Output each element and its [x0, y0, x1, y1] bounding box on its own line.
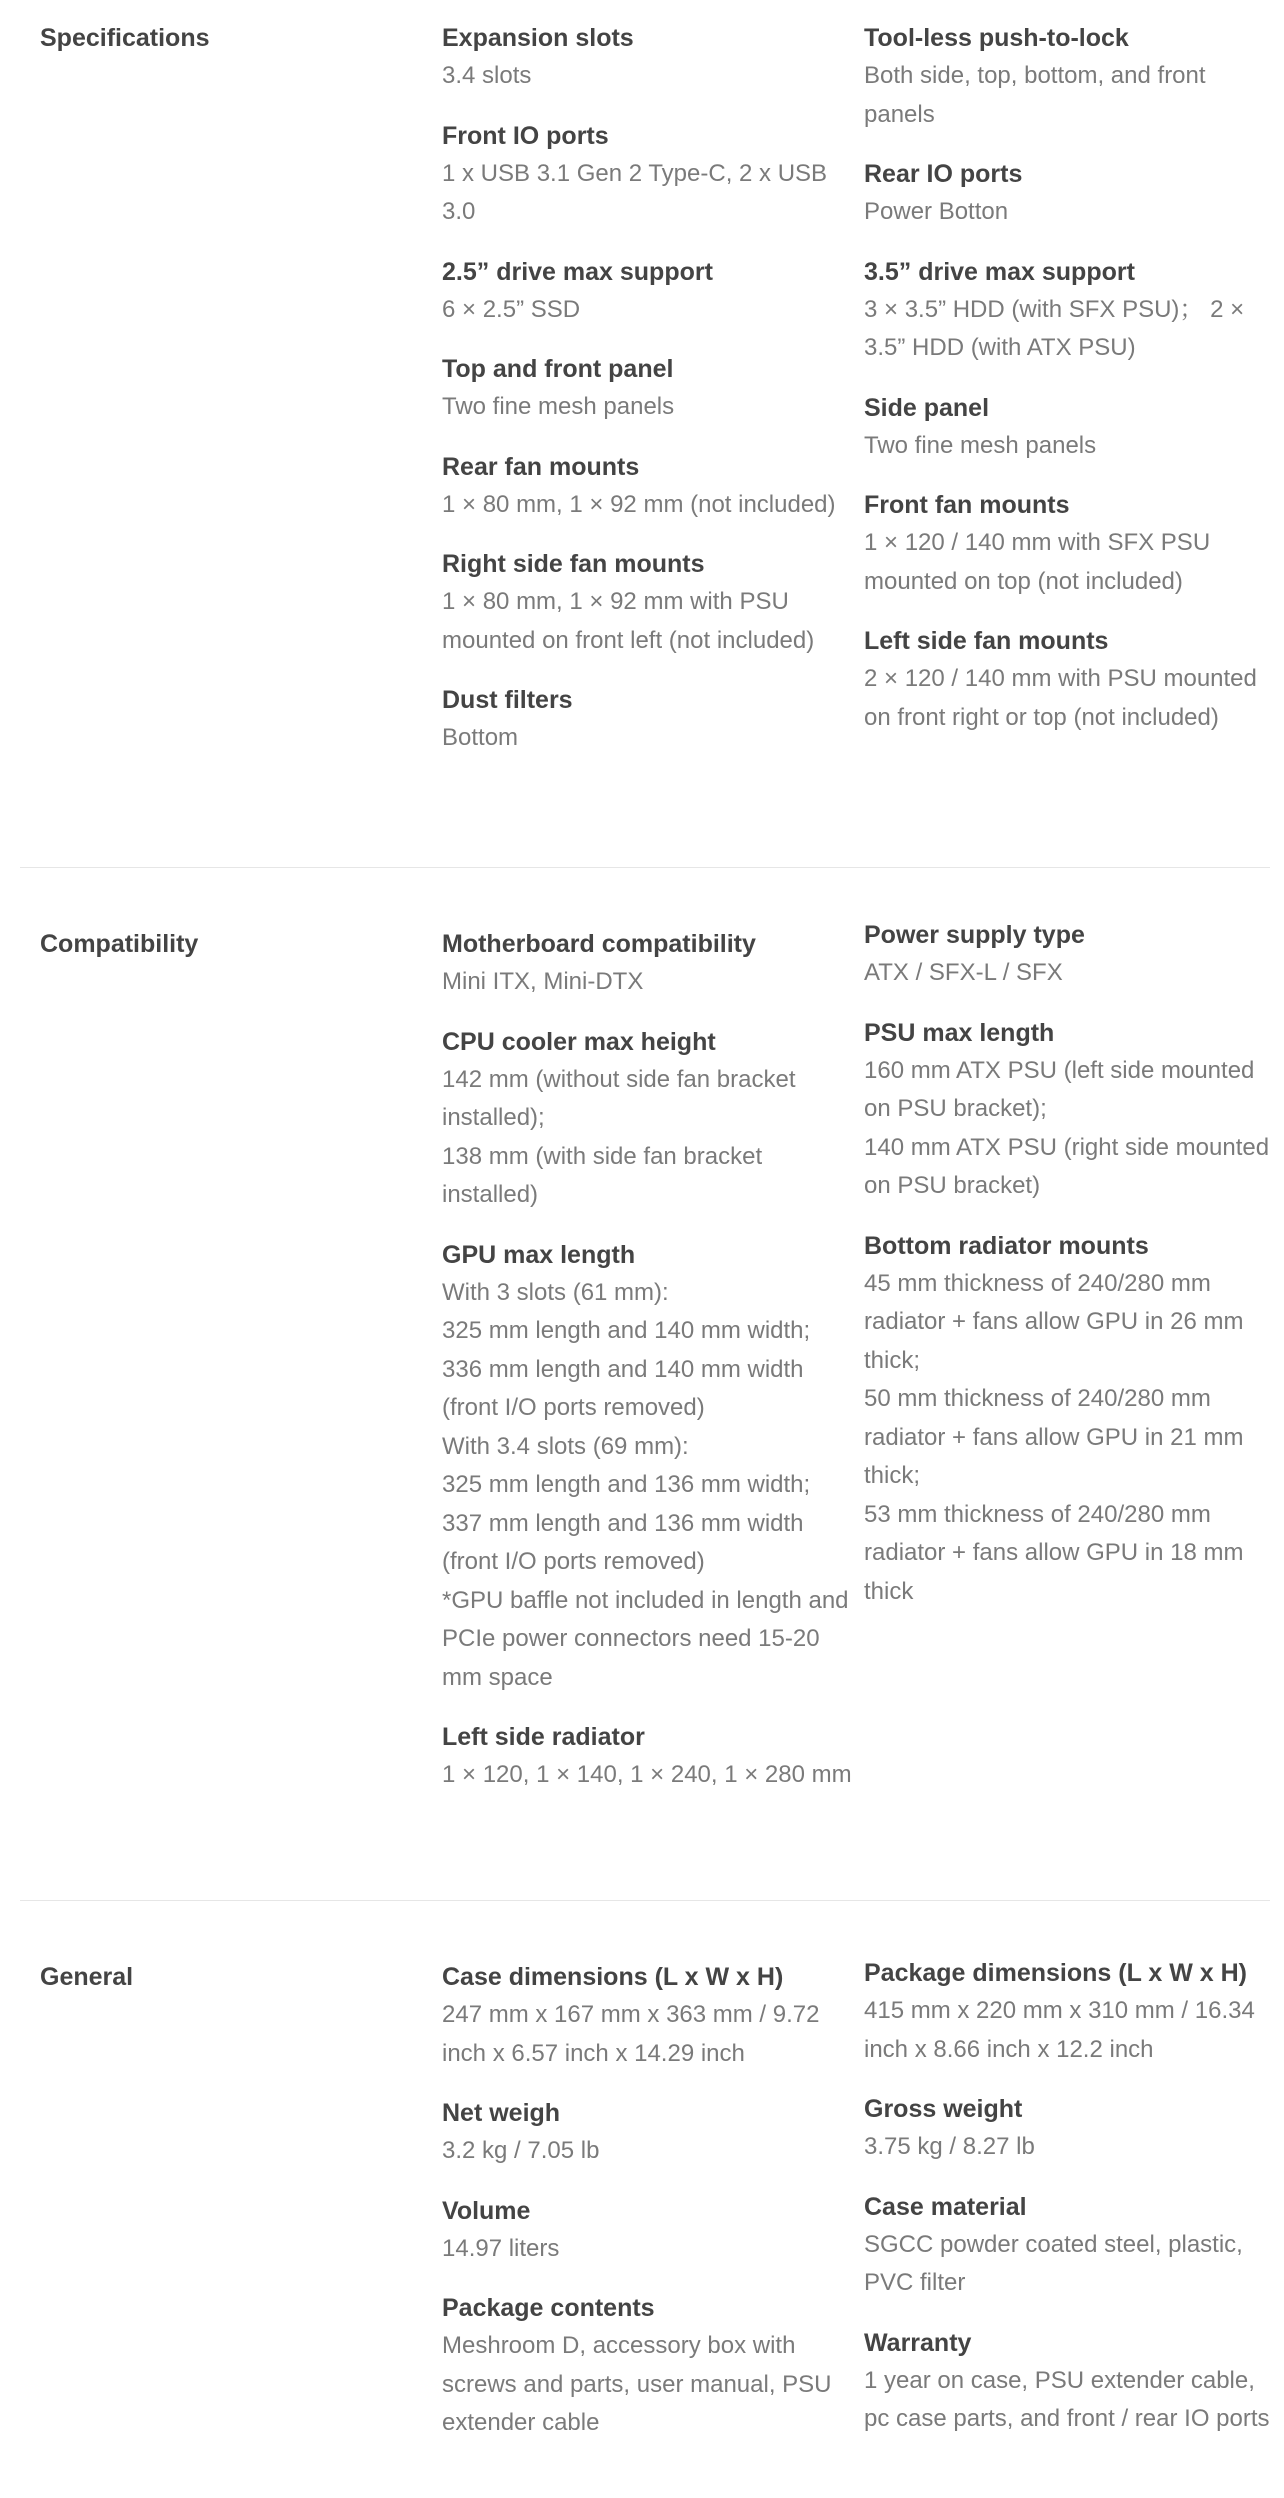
spec-item-expansion-slots — [442, 19, 852, 96]
spec-value: 1 year on case, PSU extender cable, pc case parts, and front / rear IO ports — [864, 2366, 1270, 2432]
spec-item-left-side-fan-mounts — [864, 622, 1274, 737]
spec-item-bottom-radiator-mounts — [864, 1227, 1274, 1612]
spec-label: Expansion slots — [442, 24, 634, 52]
spec-label: Power supply type — [864, 921, 1085, 949]
spec-value: 45 mm thickness of 240/280 mm radiator + fans allow GPU in 26 mm thick; 50 mm thickness of 240/280 mm radiator + fans allow GPU in 21 mm thick; 53 mm thickness of 240/280 mm radiator + fans allow GPU in 18 mm thick — [864, 1269, 1244, 1605]
spec-value: 2 × 120 / 140 mm with PSU mounted on front right or top (not included) — [864, 665, 1257, 731]
spec-label: Package dimensions (L x W x H) — [864, 1959, 1247, 1987]
general-column-right — [864, 1954, 1274, 2460]
spec-value: 3.2 kg / 7.05 lb — [442, 2137, 600, 2164]
spec-label: Case dimensions (L x W x H) — [442, 1963, 784, 1991]
spec-item-case-dimensions — [442, 1958, 852, 2073]
spec-label: Left side fan mounts — [864, 627, 1109, 655]
spec-value: Both side, top, bottom, and front panels — [864, 62, 1206, 128]
spec-item-2-5-drive-max-support — [442, 253, 852, 330]
spec-value: 6 × 2.5” SSD — [442, 295, 581, 323]
spec-label: Right side fan mounts — [442, 550, 705, 578]
spec-label: Case material — [864, 2192, 1027, 2221]
spec-value: 1 × 120 / 140 mm with SFX PSU mounted on top (not included) — [864, 529, 1211, 595]
spec-item-package-contents — [442, 2289, 852, 2443]
compat-column-left — [442, 925, 852, 1816]
spec-item-net-weigh — [442, 2094, 852, 2171]
spec-label: Dust filters — [442, 686, 573, 714]
spec-label: Rear IO ports — [864, 160, 1023, 188]
spec-item-case-material — [864, 2188, 1274, 2303]
spec-label: Bottom radiator mounts — [864, 1231, 1149, 1260]
spec-label: Top and front panel — [442, 355, 674, 383]
spec-item-tool-less — [864, 19, 1274, 134]
spec-column-right — [864, 19, 1274, 758]
spec-label: Net weigh — [442, 2099, 561, 2127]
spec-value: ATX / SFX-L / SFX — [864, 959, 1063, 986]
spec-item-volume — [442, 2192, 852, 2269]
spec-item-right-side-fan-mounts — [442, 545, 852, 660]
section-title: Compatibility — [40, 930, 199, 958]
spec-value: 415 mm x 220 mm x 310 mm / 16.34 inch x 8.66 inch x 12.2 inch — [864, 1997, 1255, 2063]
spec-item-top-front-panel — [442, 350, 852, 427]
spec-column-left — [442, 19, 852, 779]
spec-label: 3.5” drive max support — [864, 257, 1135, 286]
spec-value: 142 mm (without side fan bracket installed); 138 mm (with side fan bracket installed) — [442, 1065, 796, 1208]
spec-label: Volume — [442, 2196, 531, 2225]
spec-value: 3.4 slots — [442, 62, 532, 89]
spec-value: 160 mm ATX PSU (left side mounted on PSU bracket); 140 mm ATX PSU (right side mounted on PSU bracket) — [864, 1056, 1270, 1199]
spec-item-power-supply-type — [864, 916, 1274, 993]
spec-item-motherboard-compatibility — [442, 925, 852, 1002]
spec-value: Two fine mesh panels — [442, 393, 675, 420]
spec-value: With 3 slots (61 mm): 325 mm length and 140 mm width; 336 mm length and 140 mm width (front I/O ports removed) With 3.4 slots (69 mm): 325 mm length and 136 mm width; 337 mm length and 136 mm width (front I/O ports removed) *GPU baffle not included in length and PCIe power connectors need 15-20 mm space — [442, 1278, 849, 1691]
spec-item-psu-max-length — [864, 1014, 1274, 1206]
spec-item-3-5-drive-max-support — [864, 253, 1274, 368]
section-title: General — [40, 1963, 134, 1991]
spec-value: Bottom — [442, 724, 519, 751]
spec-item-rear-io-ports — [864, 155, 1274, 232]
spec-item-package-dimensions — [864, 1954, 1274, 2069]
spec-item-left-side-radiator — [442, 1718, 852, 1795]
spec-label: Front fan mounts — [864, 491, 1070, 519]
section-title: Specifications — [40, 24, 210, 52]
spec-value: 247 mm x 167 mm x 363 mm / 9.72 inch x 6.57 inch x 14.29 inch — [442, 2001, 820, 2067]
spec-item-front-io-ports — [442, 117, 852, 232]
spec-value: 3 × 3.5” HDD (with SFX PSU)； 2 × 3.5” HDD (with ATX PSU) — [864, 295, 1245, 361]
section-divider — [20, 1900, 1270, 1901]
spec-label: Warranty — [864, 2328, 972, 2357]
spec-item-dust-filters — [442, 681, 852, 758]
spec-value: Power Botton — [864, 198, 1009, 225]
spec-item-cpu-cooler-max-height — [442, 1023, 852, 1215]
spec-item-warranty — [864, 2324, 1274, 2439]
spec-value: 1 × 80 mm, 1 × 92 mm with PSU mounted on front left (not included) — [442, 588, 815, 654]
spec-label: Rear fan mounts — [442, 452, 640, 481]
spec-label: Motherboard compatibility — [442, 930, 756, 958]
spec-value: 1 x USB 3.1 Gen 2 Type-C, 2 x USB 3.0 — [442, 159, 828, 225]
spec-value: Meshroom D, accessory box with screws and parts, user manual, PSU extender cable — [442, 2332, 832, 2436]
spec-label: Tool-less push-to-lock — [864, 24, 1129, 52]
spec-label: Side panel — [864, 393, 990, 422]
spec-value: 14.97 liters — [442, 2234, 560, 2262]
spec-value: 3.75 kg / 8.27 lb — [864, 2133, 1035, 2160]
section-divider — [20, 867, 1270, 868]
spec-label: Front IO ports — [442, 121, 609, 150]
spec-label: PSU max length — [864, 1018, 1055, 1047]
general-column-left — [442, 1958, 852, 2464]
spec-item-side-panel — [864, 389, 1274, 466]
spec-label: CPU cooler max height — [442, 1027, 716, 1056]
spec-label: Left side radiator — [442, 1723, 645, 1751]
spec-label: 2.5” drive max support — [442, 257, 713, 286]
spec-value: 1 × 80 mm, 1 × 92 mm (not included) — [442, 490, 836, 518]
spec-value: Two fine mesh panels — [864, 431, 1097, 459]
spec-value: 1 × 120, 1 × 140, 1 × 240, 1 × 280 mm — [442, 1761, 852, 1788]
spec-label: Package contents — [442, 2294, 655, 2322]
spec-label: GPU max length — [442, 1240, 636, 1269]
spec-value: SGCC powder coated steel, plastic, PVC filter — [864, 2230, 1243, 2296]
compat-column-right — [864, 916, 1274, 1632]
spec-value: Mini ITX, Mini-DTX — [442, 968, 644, 995]
spec-label: Gross weight — [864, 2095, 1023, 2123]
spec-item-rear-fan-mounts — [442, 448, 852, 525]
spec-item-gpu-max-length — [442, 1236, 852, 1698]
spec-item-gross-weight — [864, 2090, 1274, 2167]
spec-item-front-fan-mounts — [864, 486, 1274, 601]
